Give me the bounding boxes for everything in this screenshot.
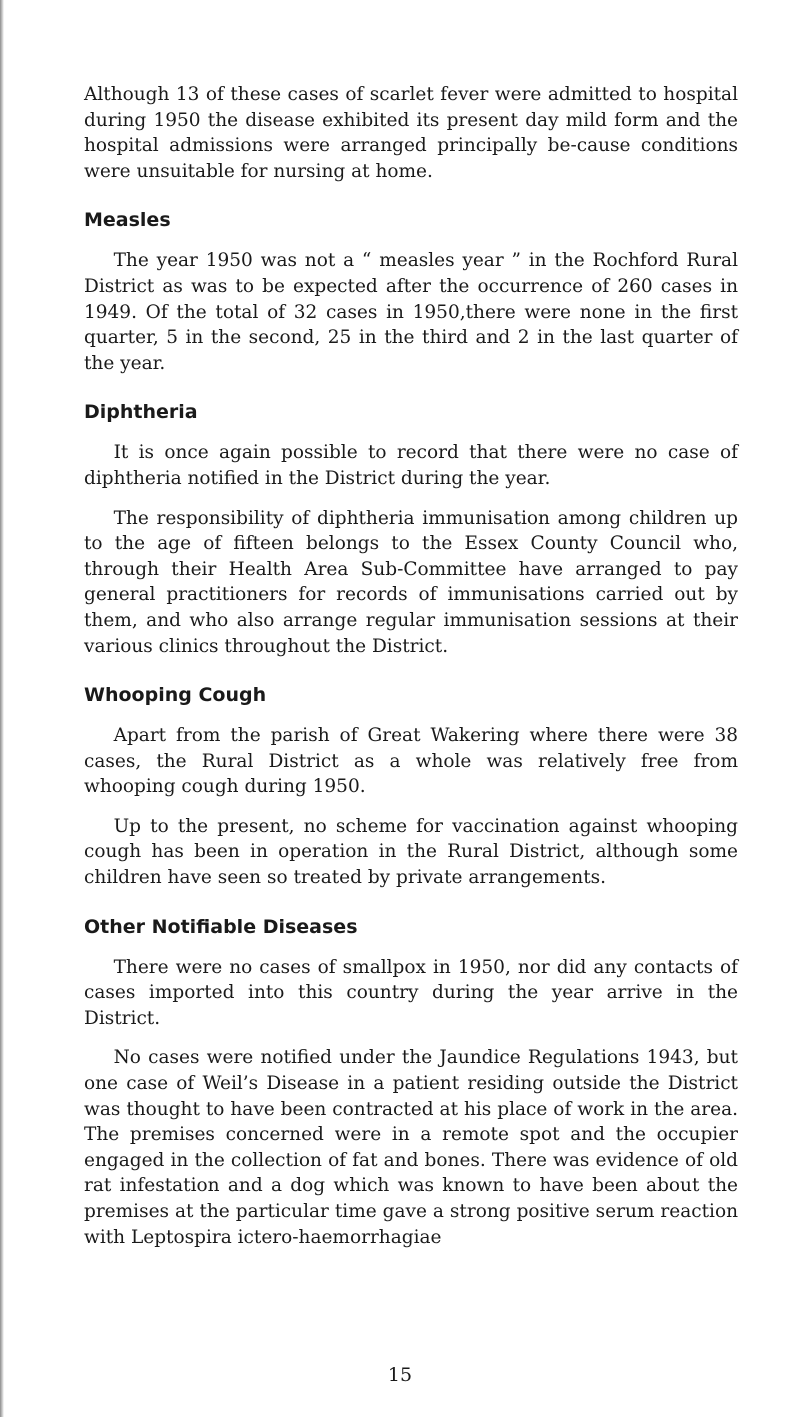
measles-heading: Measles — [84, 209, 171, 232]
page-number: 15 — [387, 1364, 413, 1386]
other-diseases-paragraph-1: There were no cases of smallpox in 1950, nor did any contacts of cases imported into this country during the year arrive in the District. — [84, 956, 738, 1029]
other-diseases-heading: Other Notifiable Diseases — [84, 915, 358, 938]
diphtheria-paragraph-2: The responsibility of diphtheria immunisation among children up to the age of fifteen belongs to the Essex County Council who, through their Health Area Sub-Committee have arranged to pay general practitioners for records of immunisations carried out by them, and who also arrange regular immunisation sessions at their various clinics throughout the District. — [84, 507, 738, 657]
other-diseases-paragraph-2: No cases were notified under the Jaundice Regulations 1943, but one case of Weil’s Disease in a patient residing outside the District was thought to have been contracted at his place of work in the area. The premises concerned were in a remote spot and the occupier engaged in the collection of fat and bones. There was evidence of old rat infestation and a dog which was known to have been about the premises at the particular time gave a strong positive serum reaction with Leptospira ictero-haemorrhagiae — [84, 1047, 738, 1248]
whooping-cough-paragraph-1: Apart from the parish of Great Wakering where there were 38 cases, the Rural District as a whole was relatively free from whooping cough during 1950. — [84, 725, 738, 798]
document-page — [84, 82, 738, 1264]
whooping-cough-heading: Whooping Cough — [84, 684, 267, 707]
page-edge-line — [0, 0, 4, 1417]
diphtheria-paragraph-1: It is once again possible to record that there were no case of diphtheria notified in the District during the year. — [84, 442, 738, 489]
intro-paragraph: Although 13 of these cases of scarlet fever were admitted to hospital during 1950 the disease exhibited its present day mild form and the hospital admissions were arranged principally be-cause conditions were unsuitable for nursing at home. — [84, 84, 738, 182]
measles-paragraph-1: The year 1950 was not a “ measles year ” in the Rochford Rural District as was to be expected after the occurrence of 260 cases in 1949. Of the total of 32 cases in 1950,there were none in the first quarter, 5 in the second, 25 in the third and 2 in the last quarter of the year. — [84, 250, 738, 374]
whooping-cough-paragraph-2: Up to the present, no scheme for vaccination against whooping cough has been in operation in the Rural District, although some children have seen so treated by private arrangements. — [84, 815, 738, 889]
diphtheria-heading: Diphtheria — [84, 401, 198, 424]
